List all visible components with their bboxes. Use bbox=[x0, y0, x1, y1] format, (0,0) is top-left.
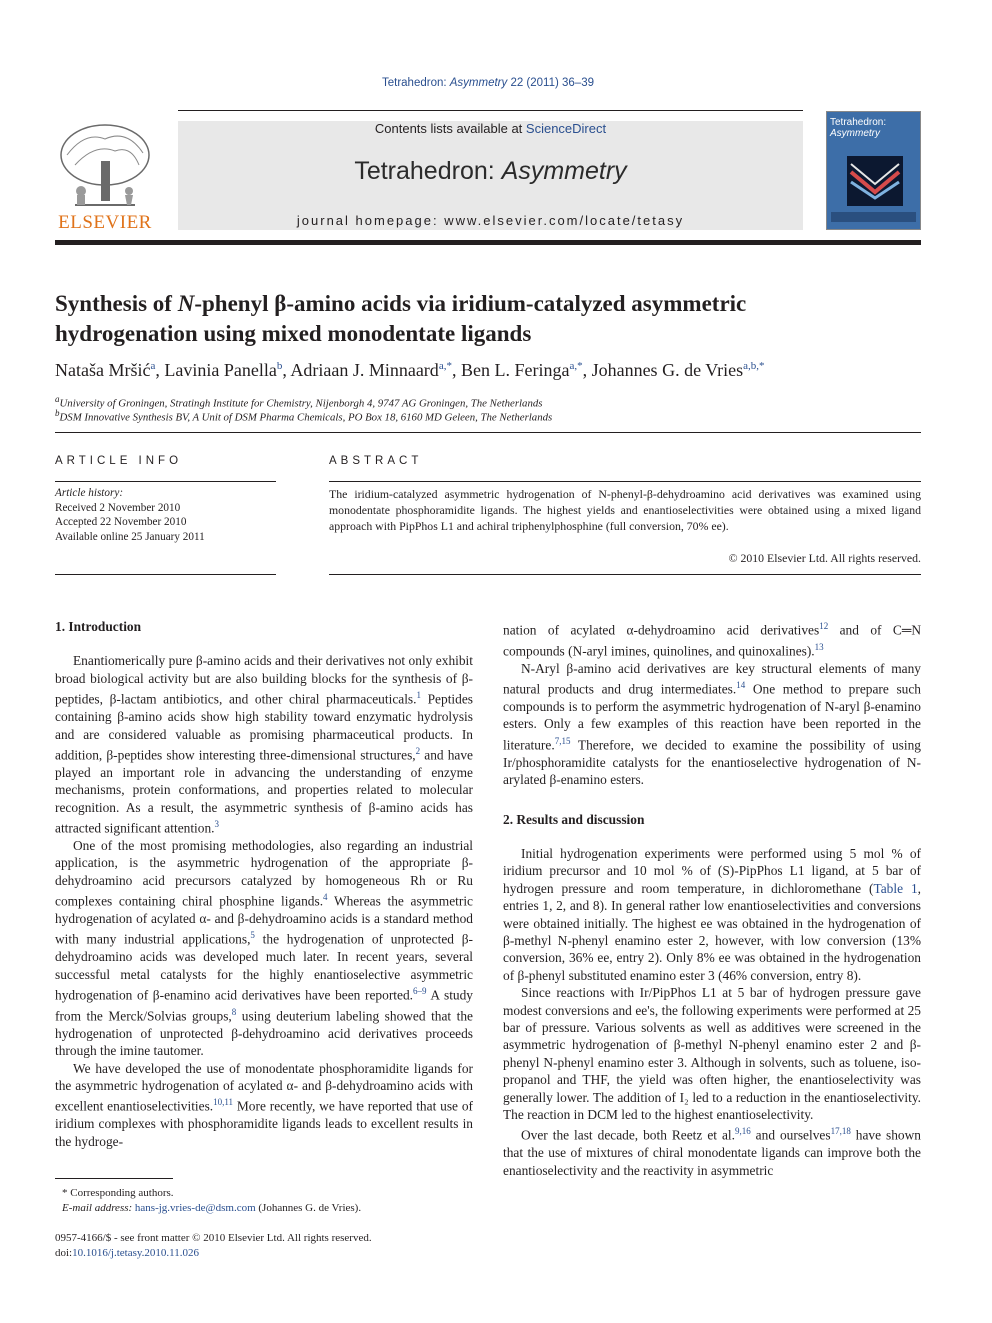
doi-link[interactable]: 10.1016/j.tetasy.2010.11.026 bbox=[72, 1246, 200, 1259]
paragraph: Initial hydrogenation experiments were performed using 5 mol % of iridium precursor and 10 mol % of (S)-PipPhos L1 ligand, at 5 bar of hydrogen pressure and room temperature, in dichloromethane (Table 1, entries 1, 2, and 8). In general rather low enantioselectivities and conversions were obtained initially. The highest ee was obtained in the hydrogenation of β-methyl N-phenyl enamino ester 2, however, with low conversion (13% conversion, 36% ee, entry 2). Only 8% ee was obtained in the hydrogenation of β-phenyl substituted enamino ester 3 (46% conversion, entry 8). bbox=[503, 845, 922, 983]
journal-citation bbox=[0, 77, 976, 89]
reference-link[interactable]: 17,18 bbox=[830, 1126, 851, 1137]
issn-footer: 0957-4166/$ - see front matter © 2010 Elsevier Ltd. All rights reserved. doi:10.1016/j.tetasy.2010.11.026 bbox=[55, 1232, 372, 1259]
paragraph: Over the last decade, both Reetz et al.$^{9,16}$ and ourselves$^{17,18}$ have shown that the use of mixtures of chiral monodentate ligands can improve both the enantioselectivity and the reactivity in asymmetric bbox=[503, 1126, 921, 1178]
reference-link[interactable]: 3 bbox=[214, 819, 220, 829]
reference-link[interactable]: 8 bbox=[231, 1006, 237, 1017]
sciencedirect-link[interactable]: ScienceDirect bbox=[525, 121, 607, 136]
divider bbox=[329, 574, 921, 575]
affiliation: $^a$University of Groningen, Stratingh Institute for Chemistry, Nijenborgh 4, 9747 AG Groningen, The Netherlands bbox=[55, 394, 543, 410]
header-thick-rule bbox=[55, 240, 921, 245]
section-heading: 2. Results and discussion bbox=[503, 811, 645, 827]
paragraph: N-Aryl β-amino acid derivatives are key structural elements of many natural products and drug intermediates.$^{14}$ One method to prepare such compounds is to perform the asymmetric hydrogenation of N-aryl β-enamino esters. Only a few examples of this reaction have been reported in the literature.$^{7,15}$ Therefore, we decided to examine the possibility of using Ir/phosphoramidite catalysts for the enantioselective hydrogenation of N-arylated β-enamino esters. bbox=[503, 660, 921, 788]
contents-line: Contents lists available at ScienceDirect bbox=[374, 121, 607, 136]
email-link[interactable]: hans-jg.vries-de@dsm.com bbox=[134, 1201, 256, 1214]
reference-link[interactable]: 9,16 bbox=[734, 1126, 751, 1137]
header-rule bbox=[178, 110, 803, 111]
abstract-copyright: © 2010 Elsevier Ltd. All rights reserved. bbox=[728, 551, 921, 565]
author[interactable]: Ben L. Feringa bbox=[460, 360, 570, 380]
section-heading: 1. Introduction bbox=[55, 619, 142, 634]
divider bbox=[329, 481, 921, 482]
body-column-left bbox=[55, 618, 473, 1150]
abstract-heading: ABSTRACT bbox=[329, 455, 423, 467]
reference-link[interactable]: 12 bbox=[819, 621, 829, 631]
reference-link[interactable]: 7,15 bbox=[554, 735, 571, 746]
table-1-link[interactable]: Table 1 bbox=[873, 880, 918, 896]
elsevier-wordmark[interactable]: ELSEVIER bbox=[58, 212, 152, 233]
corresponding-footnote: * Corresponding authors. E-mail address: hans-jg.vries-de@dsm.com (Johannes G. de Vries). bbox=[62, 1187, 362, 1214]
cover-title: Tetrahedron: Asymmetry bbox=[830, 117, 887, 139]
citation-link[interactable]: Tetrahedron: Asymmetry 22 (2011) 36–39 bbox=[381, 77, 594, 89]
reference-link[interactable]: 5 bbox=[250, 930, 255, 941]
body-column-right bbox=[503, 618, 921, 1179]
divider bbox=[55, 432, 921, 433]
article-info-heading: ARTICLE INFO bbox=[55, 455, 183, 467]
author[interactable]: Johannes G. de Vries bbox=[591, 360, 744, 380]
paragraph: One of the most promising methodologies, also regarding an industrial application, is the asymmetric hydrogenation of the appropriate β-dehydroamino acid precursors catalyzed by homogeneous Rh or Ru complexes containing chiral phosphine ligands.$^4$ Whereas the asymmetric hydrogenation of acylated α- and β-dehydroamino acids is a standard method with many industrial applications,$^5$ the hydrogenation of unprotected β-dehydroamino acids was developed much later. In recent years, several successful metal catalysts for the highly enantioselective asymmetric hydrogenation of β-enamino acid derivatives have been reported.$^{6-9}$ A study from the Merck/Solvias groups,$^8$ using deuterium labeling showed that the hydrogenation of unprotected β-dehydroamino acid derivatives proceeds through the imine tautomer. bbox=[55, 837, 474, 1059]
divider bbox=[55, 574, 276, 575]
paragraph: Enantiomerically pure β-amino acids and their derivatives not only exhibit broad biological activity but are also building blocks for the synthesis of β-peptides, β-lactam antibiotics, and other chiral pharmaceuticals.$^1$ Peptides containing β-amino acids show high stability toward enzymatic hydrolysis and are considered valuable as promising pharmaceutical products. In addition, β-peptides show interesting three-dimensional structures,$^2$ and have played an important role in advancing the understanding of enzyme mechanisms, protein conformations, and properties related to molecular recognition. As a result, the asymmetric synthesis of β-amino acids has attracted significant attention.$^3$ bbox=[55, 653, 474, 836]
footnote-rule bbox=[55, 1178, 173, 1179]
journal-title: Tetrahedron: Asymmetry bbox=[354, 157, 627, 185]
author[interactable]: Nataša Mršić bbox=[55, 360, 151, 380]
author[interactable]: Lavinia Panella bbox=[164, 360, 277, 380]
paper-title: Synthesis of N-phenyl β-amino acids via iridium-catalyzed asymmetric hydrogenation using mixed monodentate ligands bbox=[55, 291, 747, 346]
article-history: Article history: Received 2 November 2010 Accepted 22 November 2010 Available online 25 January 2011 bbox=[55, 487, 205, 543]
author-list: Nataša Mršić$^a$, Lavinia Panella$^b$, Adriaan J. Minnaard$^{a,*}$, Ben L. Feringa$^{a,*}$, Johannes G. de Vries$^{a,b,*}$ bbox=[55, 360, 765, 380]
paragraph: Since reactions with Ir/PipPhos L1 at 5 bar of hydrogen pressure gave modest conversions and ee's, the following experiments were performed at 25 bar of pressure. Various solvents as well as additives were screened in the asymmetric hydrogenation of β-methyl N-phenyl enamino ester 2 and β-phenyl N-phenyl enamino ester 3. Although in solvents, such as toluene, iso-propanol and THF, the yield was often higher, the enantioselectivity was generally lower. The addition of I₂ led to a reduction in the enantioselectivity. The reaction in DCM led to the highest enantioselectivity. bbox=[503, 985, 921, 1123]
paragraph: We have developed the use of monodentate phosphoramidite ligands for the asymmetric hydrogenation of acylated α- and β-dehydroamino acids with excellent enantioselectivities.$^{10,11}$ More recently, we have reported that use of iridium complexes with phosphoramidite ligands leads to excellent results in the hydroge- bbox=[55, 1060, 473, 1149]
journal-homepage[interactable]: journal homepage: www.elsevier.com/locate/tetasy bbox=[296, 213, 685, 228]
reference-link[interactable]: 6–9 bbox=[413, 986, 427, 997]
paragraph: nation of acylated α-dehydroamino acid derivatives$^{12}$ and of C═N compounds (N-aryl imines, quinolines, and quinoxalines).$^{13}$ bbox=[503, 621, 922, 659]
reference-link[interactable]: 2 bbox=[415, 745, 421, 756]
reference-link[interactable]: 13 bbox=[814, 641, 824, 652]
reference-link[interactable]: 4 bbox=[323, 892, 328, 903]
abstract-text: The iridium-catalyzed asymmetric hydrogenation of N-phenyl-β-dehydroamino acid derivatives was examined using monodentate phosphoramidite ligands. The highest yields and enantioselectivities were obtained using a mixed ligand approach with PipPhos L1 and achiral triphenylphosphine (full conversion, 70% ee). bbox=[329, 487, 921, 533]
reference-link[interactable]: 1 bbox=[416, 690, 421, 701]
affiliation: $^b$DSM Innovative Synthesis BV, A Unit of DSM Pharma Chemicals, PO Box 18, 6160 MD Geleen, The Netherlands bbox=[55, 408, 553, 424]
reference-link[interactable]: 10,11 bbox=[213, 1097, 234, 1108]
divider bbox=[55, 481, 276, 482]
author[interactable]: Adriaan J. Minnaard bbox=[290, 360, 439, 380]
reference-link[interactable]: 14 bbox=[736, 680, 746, 691]
